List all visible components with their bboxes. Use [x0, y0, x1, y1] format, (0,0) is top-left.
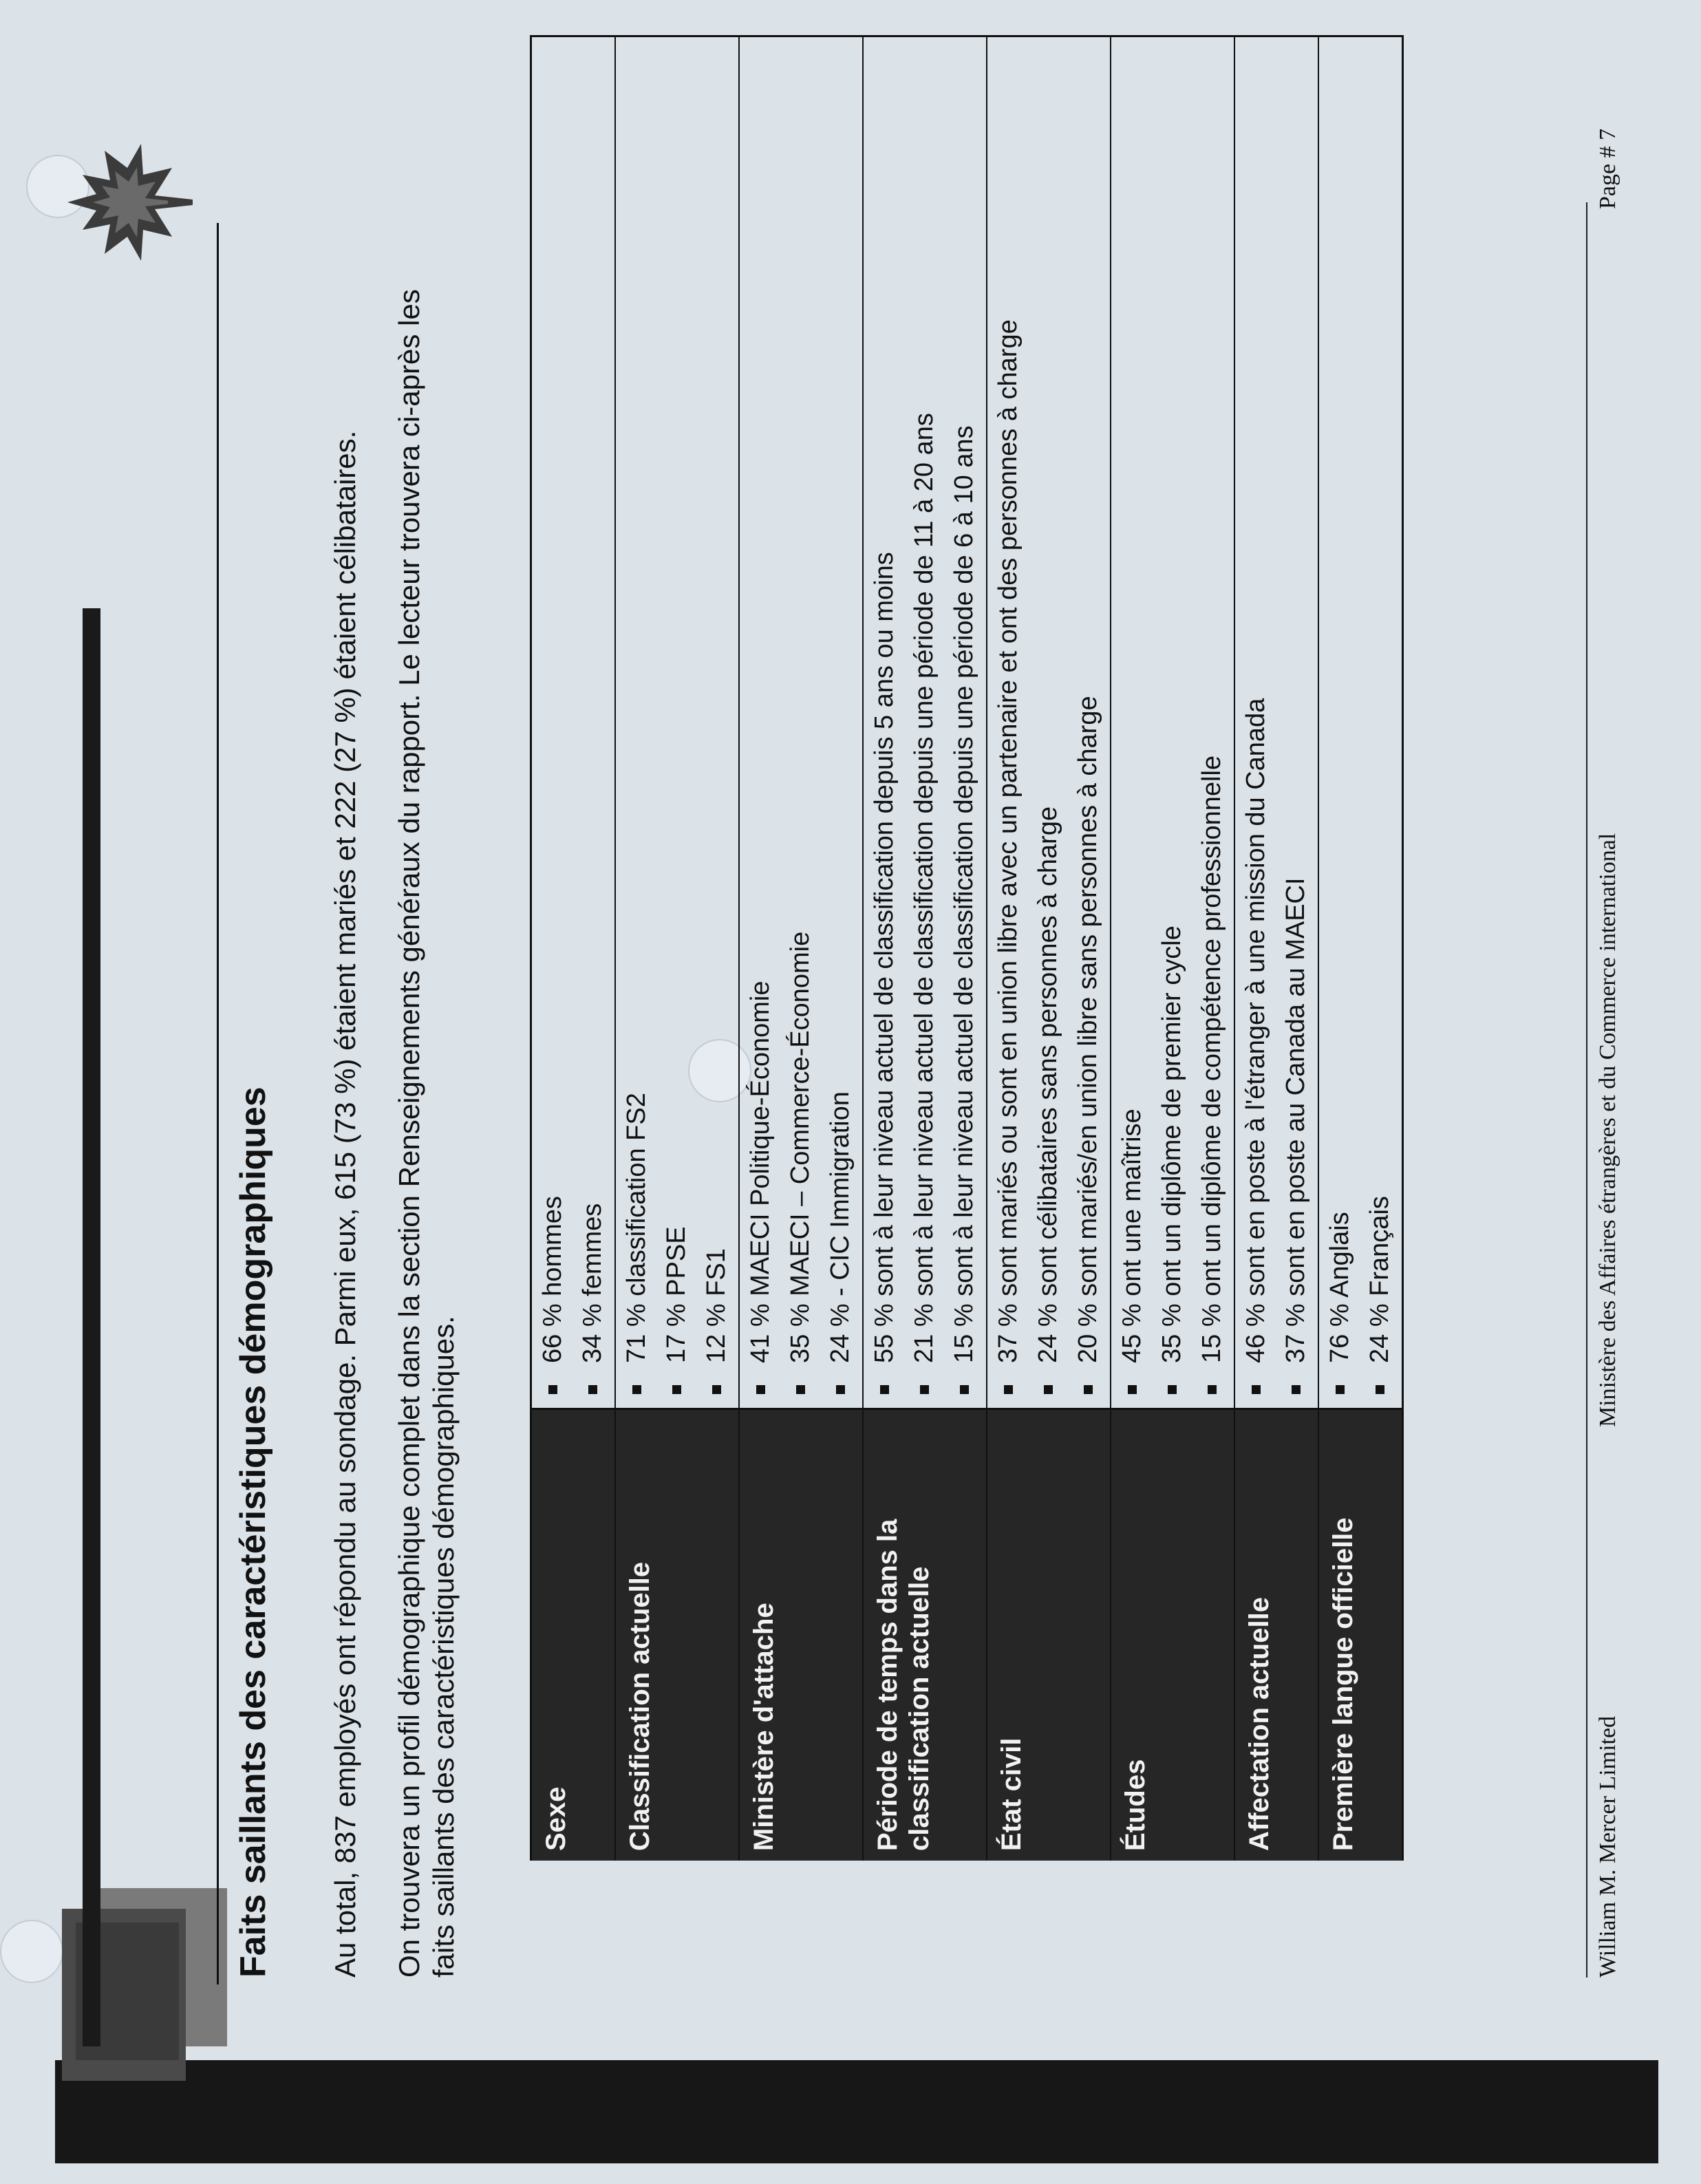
maple-leaf-icon: [62, 133, 200, 271]
row-label: Classification actuelle: [616, 1410, 738, 1861]
row-label: Études: [1111, 1410, 1234, 1861]
row-values: [532, 37, 614, 1410]
table-row: [1319, 37, 1402, 1861]
row-label: Affectation actuelle: [1235, 1410, 1318, 1861]
list-item-text: 55 % sont à leur niveau actuel de classification depuis 5 ans ou moins: [870, 552, 899, 1363]
table-row: [740, 37, 864, 1861]
square-bullet-icon: [880, 1385, 889, 1394]
row-values: [1111, 37, 1234, 1410]
list-item: [949, 37, 979, 1394]
intro-paragraph: Au total, 837 employés ont répondu au sondage. Parmi eux, 615 (73 %) étaient mariés et 222 (27 %) étaient célibataires.: [329, 430, 361, 1978]
footer-rule: [1586, 202, 1587, 1978]
list-item-text: 34 % femmes: [578, 1203, 607, 1363]
square-bullet-icon: [1044, 1385, 1053, 1394]
list-item: [869, 37, 899, 1394]
square-bullet-icon: [960, 1385, 969, 1394]
square-bullet-icon: [672, 1385, 681, 1394]
list-item-text: 12 % FS1: [702, 1248, 731, 1363]
row-values: [987, 37, 1110, 1410]
list-item: [1365, 37, 1395, 1394]
page-title: Faits saillants des caractéristiques démographiques: [233, 1086, 273, 1978]
list-item-text: 35 % ont un diplôme de premier cycle: [1157, 925, 1186, 1363]
row-label: Ministère d'attache: [740, 1410, 862, 1861]
list-item-text: 21 % sont à leur niveau actuel de classification depuis une période de 11 à 20 ans: [910, 413, 939, 1363]
list-item: [909, 37, 939, 1394]
square-bullet-icon: [1292, 1385, 1301, 1394]
list-item-text: 71 % classification FS2: [622, 1093, 651, 1363]
list-item: [577, 37, 608, 1394]
table-row: [987, 37, 1111, 1861]
square-bullet-icon: [836, 1385, 845, 1394]
list-item-text: 17 % PPSE: [662, 1226, 691, 1363]
footer-company: William M. Mercer Limited: [1595, 1715, 1620, 1978]
list-item: [825, 37, 855, 1394]
square-bullet-icon: [1084, 1385, 1093, 1394]
list-item: [1325, 37, 1355, 1394]
row-label: Sexe: [532, 1410, 614, 1861]
list-item: [1033, 37, 1063, 1394]
list-item-text: 46 % sont en poste à l'étranger à une mission du Canada: [1241, 698, 1270, 1363]
demographics-table: [530, 35, 1404, 1861]
square-bullet-icon: [1252, 1385, 1261, 1394]
list-item: [785, 37, 815, 1394]
square-bullet-icon: [1168, 1385, 1177, 1394]
list-item-text: 20 % sont mariés/en union libre sans personnes à charge: [1073, 696, 1102, 1363]
list-item: [537, 37, 568, 1394]
list-item-text: 41 % MAECI Politique-Économie: [746, 981, 775, 1363]
row-label: Première langue officielle: [1319, 1410, 1402, 1861]
row-label: État civil: [987, 1410, 1110, 1861]
profile-paragraph: On trouvera un profil démographique complet dans la section Renseignements généraux du rapport. Le lecteur trouvera ci-après les faits saillants des caractéristiques démographiques.: [393, 289, 460, 1978]
row-values: [1235, 37, 1318, 1410]
list-item-text: 45 % ont une maîtrise: [1117, 1109, 1146, 1363]
row-values: [864, 37, 986, 1410]
table-row: [532, 37, 616, 1861]
footer-ministry: Ministère des Affaires étrangères et du Commerce international: [1595, 833, 1620, 1427]
square-bullet-icon: [588, 1385, 597, 1394]
square-bullet-icon: [920, 1385, 929, 1394]
row-values: [1319, 37, 1402, 1410]
list-item-text: 24 % - CIC Immigration: [826, 1091, 855, 1363]
square-bullet-icon: [1004, 1385, 1013, 1394]
list-item: [1117, 37, 1147, 1394]
list-item: [1281, 37, 1311, 1394]
decorative-rule-bar: [83, 608, 100, 2046]
square-bullet-icon: [1336, 1385, 1345, 1394]
list-item-text: 66 % hommes: [538, 1196, 567, 1363]
table-row: [616, 37, 740, 1861]
list-item: [1241, 37, 1271, 1394]
list-item: [1197, 37, 1227, 1394]
list-item-text: 15 % ont un diplôme de compétence professionnelle: [1197, 755, 1226, 1363]
header-rule: [217, 223, 219, 1984]
list-item: [621, 37, 652, 1394]
list-item-text: 35 % MAECI – Commerce-Économie: [786, 931, 815, 1363]
row-values: [740, 37, 862, 1410]
square-bullet-icon: [712, 1385, 721, 1394]
square-bullet-icon: [1208, 1385, 1217, 1394]
list-item-text: 24 % Français: [1365, 1196, 1394, 1363]
square-bullet-icon: [756, 1385, 765, 1394]
square-bullet-icon: [1128, 1385, 1137, 1394]
list-item: [745, 37, 775, 1394]
square-bullet-icon: [632, 1385, 641, 1394]
row-values: [616, 37, 738, 1410]
square-bullet-icon: [548, 1385, 557, 1394]
decorative-black-band: [55, 2060, 1658, 2163]
list-item-text: 76 % Anglais: [1325, 1212, 1354, 1363]
list-item-text: 37 % sont en poste au Canada au MAECI: [1281, 877, 1310, 1363]
row-label: Période de temps dans la classification actuelle: [864, 1410, 986, 1861]
footer-page-number: Page # 7: [1595, 128, 1620, 209]
list-item: [1157, 37, 1187, 1394]
list-item: [993, 37, 1023, 1394]
table-row: [864, 37, 987, 1861]
list-item: [701, 37, 731, 1394]
list-item: [1073, 37, 1103, 1394]
table-row: [1111, 37, 1235, 1861]
square-bullet-icon: [796, 1385, 805, 1394]
square-bullet-icon: [1376, 1385, 1384, 1394]
list-item-text: 15 % sont à leur niveau actuel de classification depuis une période de 6 à 10 ans: [950, 425, 978, 1363]
list-item-text: 37 % sont mariés ou sont en union libre avec un partenaire et ont des personnes à charge: [994, 319, 1023, 1363]
table-row: [1235, 37, 1319, 1861]
list-item: [661, 37, 692, 1394]
list-item-text: 24 % sont célibataires sans personnes à charge: [1034, 806, 1062, 1363]
